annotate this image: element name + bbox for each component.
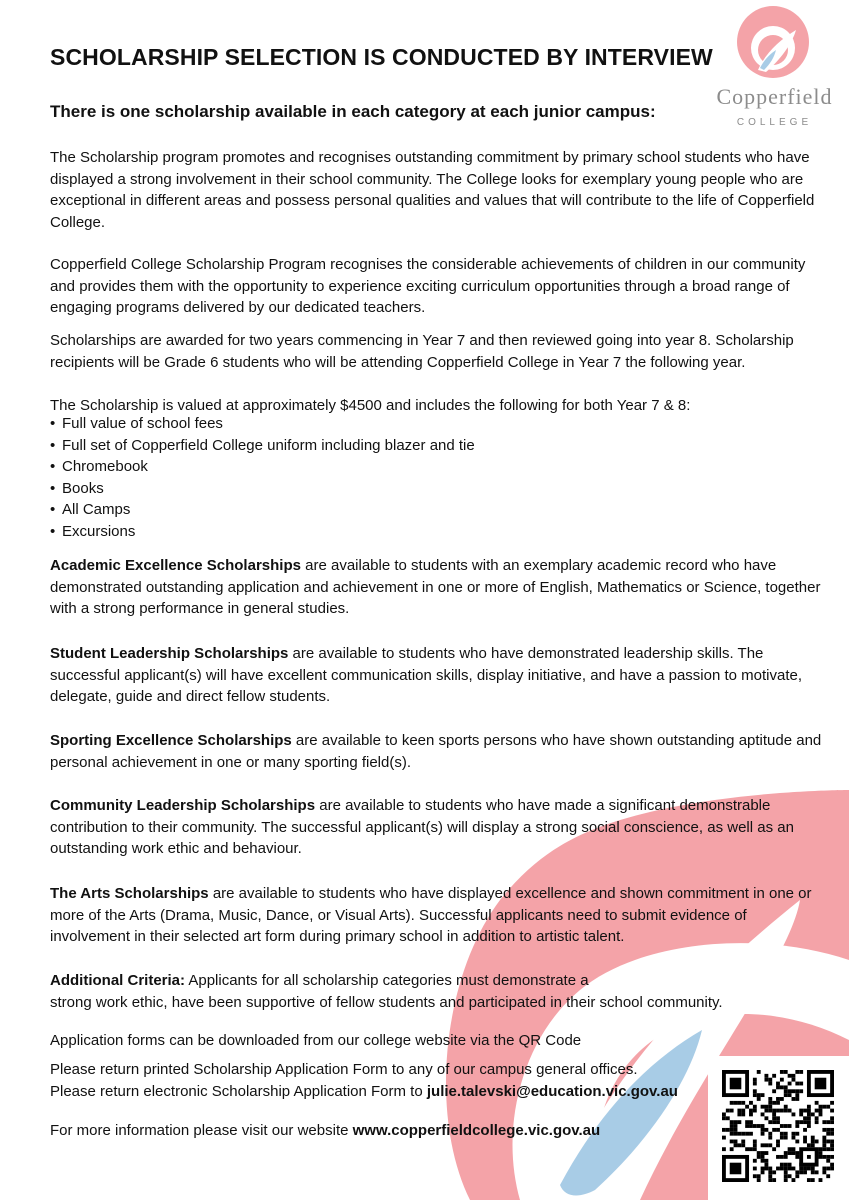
additional-criteria-paragraph [50, 970, 830, 1013]
list-item [50, 435, 790, 457]
inclusions-list [50, 413, 790, 542]
list-item [50, 521, 790, 543]
website-info-prefix: For more information please visit our website [50, 1122, 353, 1139]
value-intro-paragraph: The Scholarship is valued at approximately $4500 and includes the following for both Year 7 & 8: [50, 397, 691, 414]
email-link[interactable]: julie.talevski@education.vic.gov.au [426, 1082, 678, 1100]
list-item-text: Full value of school fees [62, 415, 223, 432]
category-name: The Arts Scholarships [50, 885, 209, 902]
arts-scholarship-paragraph [50, 883, 830, 948]
electronic-return-text: Please return electronic Scholarship Application Form to [50, 1082, 427, 1100]
list-item [50, 478, 790, 500]
category-description: are available to students who have displayed excellence and shown commitment in one or more of the Arts (Drama, Music, Dance, or Visual Arts). Successful applicants need to submit evidence of involvement in their selected art form during primary school in addition to artistic talent. [50, 885, 812, 945]
logo-wordmark: Copperfield [716, 84, 833, 109]
logo-subtext: COLLEGE [736, 117, 813, 128]
bullet-icon: • [50, 522, 56, 540]
list-item-text: Excursions [62, 522, 136, 540]
category-name: Academic Excellence Scholarships [50, 557, 301, 574]
bullet-icon: • [50, 415, 56, 432]
list-item [50, 499, 790, 521]
bullet-icon: • [50, 436, 56, 454]
bullet-icon: • [50, 501, 56, 518]
download-instruction: Application forms can be downloaded from our college website via the QR Code [50, 1032, 582, 1049]
category-description: are available to keen sports persons who have shown outstanding aptitude and personal achievement in one or many sporting field(s). [50, 732, 822, 771]
website-link[interactable]: www.copperfieldcollege.vic.gov.au [352, 1122, 601, 1139]
copperfield-college-logo [700, 4, 849, 134]
qr-code-panel [708, 1056, 849, 1200]
category-name: Community Leadership Scholarships [50, 797, 316, 814]
duration-paragraph: Scholarships are awarded for two years commencing in Year 7 and then reviewed going into year 8. Scholarship recipients will be Grade 6 students who will be attending Copperfield College in Year 7 the following year. [50, 332, 794, 371]
community-leadership-paragraph [50, 795, 830, 860]
additional-criteria-line1: Applicants for all scholarship categories must demonstrate a [185, 972, 589, 989]
additional-criteria-label: Additional Criteria: [50, 972, 186, 989]
bullet-icon: • [50, 479, 56, 497]
list-item-text: Full set of Copperfield College uniform including blazer and tie [62, 436, 475, 454]
bullet-icon: • [50, 458, 56, 475]
category-description: are available to students who have demonstrated leadership skills. The successful applicant(s) will have excellent communication skills, display initiative, and have a passion to motivate, delegate, guide and direct fellow students. [50, 645, 803, 705]
sporting-excellence-paragraph [50, 730, 830, 773]
list-item [50, 413, 790, 435]
category-name: Student Leadership Scholarships [50, 645, 289, 662]
list-item-text: All Camps [62, 501, 131, 518]
academic-scholarship-paragraph [50, 555, 830, 620]
category-description: are available to students with an exemplary academic record who have demonstrated outstanding application and achievement in one or more of English, Mathematics or Science, together with a strong performance in general studies. [50, 557, 821, 617]
qr-code-icon[interactable] [722, 1070, 834, 1182]
student-leadership-paragraph [50, 643, 830, 708]
category-name: Sporting Excellence Scholarships [50, 732, 292, 749]
list-item-text: Chromebook [62, 458, 148, 475]
list-item [50, 456, 790, 478]
page-title: SCHOLARSHIP SELECTION IS CONDUCTED BY INTERVIEW [50, 44, 713, 70]
printed-return-text: Please return printed Scholarship Application Form to any of our campus general offices. [50, 1061, 638, 1078]
page-subtitle: There is one scholarship available in each category at each junior campus: [50, 102, 656, 121]
additional-criteria-line2: strong work ethic, have been supportive of fellow students and participated in their school community. [50, 993, 723, 1011]
program-paragraph: Copperfield College Scholarship Program recognises the considerable achievements of children in our community and provides them with the opportunity to experience exciting curriculum opportunities through a broad range of engaging programs delivered by our dedicated teachers. [50, 256, 806, 316]
logo-emblem-icon [700, 4, 849, 84]
list-item-text: Books [62, 479, 104, 497]
intro-paragraph: The Scholarship program promotes and recognises outstanding commitment by primary school students who have displayed a strong involvement in their school community. The College looks for exemplary young people who are exceptional in different areas and possess personal qualities and values that will contribute to the life of Copperfield College. [50, 149, 815, 231]
category-description: are available to students who have made a significant demonstrable contribution to their community. The successful applicant(s) will display a strong social conscience, as well as an outstanding work ethic and behaviour. [50, 797, 794, 857]
